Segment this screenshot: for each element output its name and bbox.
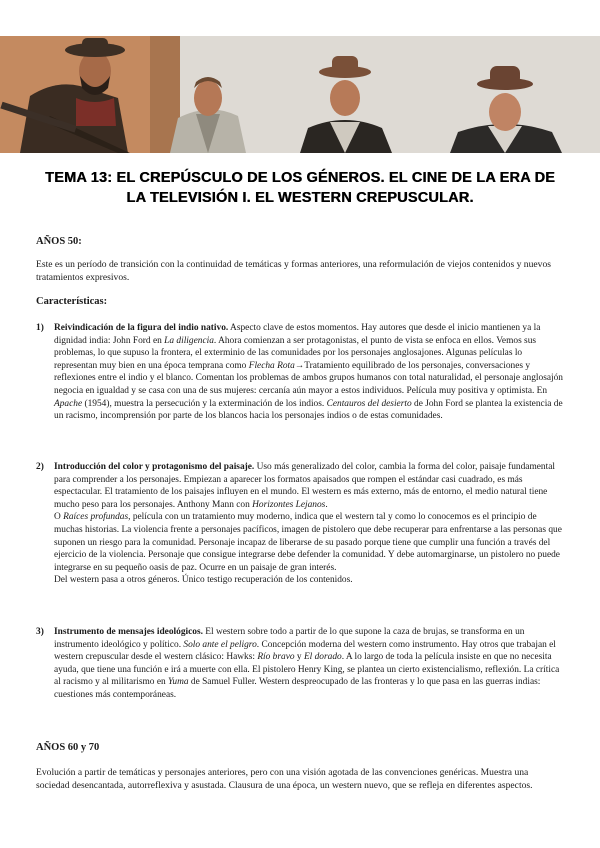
- film-title: Apache: [54, 398, 83, 409]
- list-item-number: 3): [36, 627, 44, 637]
- list-item-text: →Tratamiento equilibrado de los personajes, conversaciones y reflexiones entre el indio y el blanco. Comentan los problemas de ambos grupos humanos con total naturalidad, el personaje anglosajón negocia en igualdad y se casa con una de sus mujeres: cercanía aún mayor a estos individuos. Película muy positiva y optimista. En: [54, 360, 563, 396]
- list-item-text: , película con un tratamiento muy moderno, indica que el western tal y como lo conocemos es el principio de muchas historias. La violencia frente a personajes pacíficos, imagen de pistolero que debe recuperar para enfrentarse a las personas que suponen un riesgo para la comunidad. Personaje incapaz de liberarse de su pasado porque tiene que cumplir una función a través del ejercicio de la violencia. Personaje que consigue integrarse debe defender la comunidad. Y debe automarginarse, un pistolero no puede integrarse en su pequeño oasis de paz. Ocurre en un paisaje de gran interés.: [54, 512, 562, 573]
- list-item: [36, 461, 563, 587]
- caracteristicas-heading: Características:: [36, 296, 108, 307]
- list-item-text: Del western pasa a otros géneros. Único testigo recuperación de los contenidos.: [54, 575, 353, 586]
- film-title: Raíces profundas: [63, 512, 129, 523]
- list-item-text: . Concepción moderna del western como instrumento. Hay otros que trabajan el western crepuscular desde el western clásico: Hawks:: [54, 639, 556, 663]
- western-film-banner-icon: [0, 36, 600, 153]
- film-title: El dorado: [303, 652, 342, 663]
- film-title: Yuma: [168, 677, 189, 688]
- list-item-number: 2): [36, 462, 44, 472]
- list-item-text: El western sobre todo a partir de lo que supone la caza de brujas, se transforma en un instrumento ideológico y político.: [54, 627, 525, 650]
- film-title: Horizontes Lejanos: [252, 499, 326, 510]
- list-item-text: . Ahora comienzan a ser protagonistas, el punto de vista se enfoca en ellos. Vemos sus problemas, lo que supuso la frontera, el exterminio de las comunidades por los personajes anglosajones. Algunas películas lo representan muy bien en una época temprana como: [54, 335, 537, 371]
- list-item-text: .: [325, 499, 328, 510]
- list-item-text: (1954), muestra la persecución y la exterminación de los indios.: [82, 398, 327, 409]
- list-item-text: . A lo largo de toda la película insiste en que no necesita ayuda, que tiene una función e irá a muerte con ella. El pistolero Henry King, se plantea un cierto existencialismo, reflexión. La crítica al racismo y al militarismo en: [54, 652, 560, 688]
- western-film-banner: [0, 36, 600, 153]
- list-item-text: Aspecto clave de estos momentos. Hay autores que desde el inicio mantienen ya la dignidad india: John Ford en: [54, 323, 541, 346]
- list-item: [36, 322, 563, 423]
- film-title: Solo ante el peligro: [183, 639, 257, 650]
- list-item-title: Introducción del color y protagonismo del paisaje.: [54, 462, 255, 472]
- film-title: Flecha Rota: [248, 360, 295, 371]
- film-title: La diligencia: [164, 335, 214, 346]
- list-item-text: O: [54, 512, 64, 523]
- list-item-number: 1): [36, 323, 44, 333]
- section2-paragraph: Evolución a partir de temáticas y personajes anteriores, pero con una visión agotada de las convenciones genéricas. Muestra una sociedad desencantada, autorreflexiva y asustada. Clausura de una época, un western nuevo, que se refleja en diferentes aspectos.: [36, 767, 533, 791]
- list-item-text: de Samuel Fuller. Western despreocupado de las fronteras y lo que pasa en las guerras indias: cuestiones más contemporáneas.: [54, 677, 541, 700]
- list-item-text: y: [294, 652, 304, 663]
- film-title: Centauros del desierto: [326, 398, 412, 409]
- list-item-text: de John Ford se plantea la existencia de un racismo, incomprensión por parte de los blancos hacia los personajes indios o de estas comunidades.: [54, 398, 563, 422]
- page-title: TEMA 13: EL CREPÚSCULO DE LOS GÉNEROS. EL CINE DE LA ERA DE LA TELEVISIÓN I. EL WESTERN CREPUSCULAR.: [45, 170, 555, 206]
- film-title: Río bravo: [257, 652, 295, 663]
- list-item-title: Instrumento de mensajes ideológicos.: [54, 627, 203, 637]
- section-heading-anos-60-70: AÑOS 60 y 70: [36, 742, 100, 753]
- section-heading-anos-50: AÑOS 50:: [36, 236, 82, 247]
- section-intro-paragraph: Este es un período de transición con la continuidad de temáticas y formas anteriores, una reformulación de viejos contenidos y nuevos tratamientos expresivos.: [36, 259, 551, 283]
- list-item: [36, 626, 563, 702]
- list-item-text: Uso más generalizado del color, cambia la forma del color, paisaje fundamental para comprender a los personajes. Empiezan a aparecer los formatos apaisados que rompen el estándar casi cuadrado, es más espectacular. El tratamiento de los paisajes influyen en el mundo. El western es más externo, más de entorno, el medio natural tiene mucho peso para los personajes. Anthony Mann con: [54, 462, 555, 510]
- list-item-title: Reivindicación de la figura del indio nativo.: [54, 323, 229, 333]
